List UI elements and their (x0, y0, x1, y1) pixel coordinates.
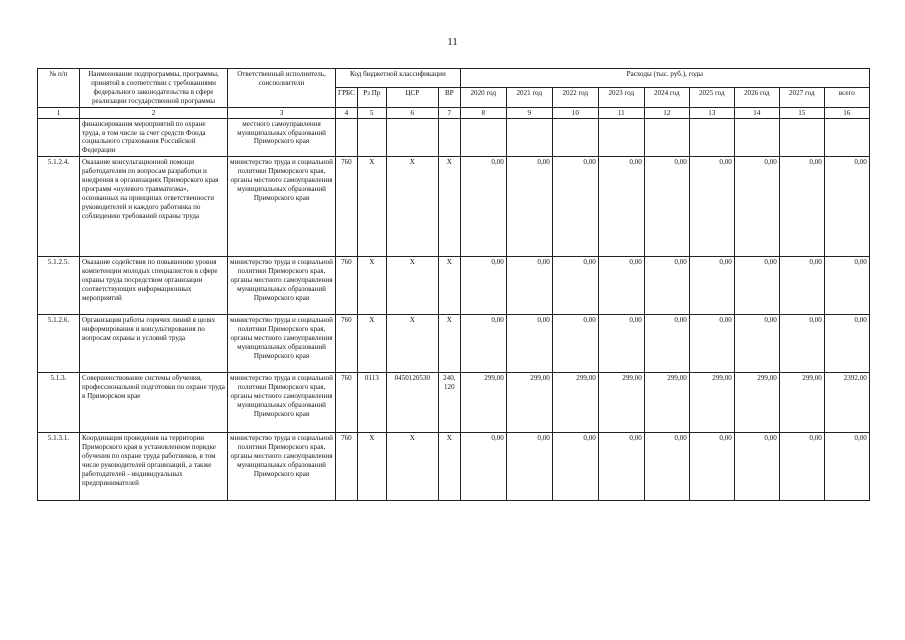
year-value: 299,00 (779, 373, 824, 433)
year-value (779, 118, 824, 157)
rzpr-code: 0113 (357, 373, 386, 433)
table-row (38, 315, 870, 373)
page-number: 11 (447, 36, 458, 48)
year-value: 0,00 (552, 257, 598, 315)
year-value: 0,00 (460, 157, 506, 257)
header-total: всего (824, 88, 869, 107)
header-row-1 (38, 69, 870, 88)
header-executor: Ответственный исполнитель, соисполнители (228, 69, 336, 108)
year-value: 299,00 (552, 373, 598, 433)
year-value: 0,00 (644, 157, 689, 257)
year-value: 0,00 (552, 315, 598, 373)
year-value: 0,00 (779, 433, 824, 501)
year-value: 0,00 (689, 433, 734, 501)
executor: министерство труда и социальной политики Приморского края, органы местного самоуправления муниципальных образований Приморского края (228, 157, 336, 257)
grbs-code: 760 (336, 157, 358, 257)
column-number: 10 (552, 107, 598, 118)
row-number (38, 118, 80, 157)
header-csr: ЦСР (386, 88, 438, 107)
table-row (38, 257, 870, 315)
total-value (824, 118, 869, 157)
executor: министерство труда и социальной политики Приморского края, органы местного самоуправления муниципальных образований Приморского края (228, 257, 336, 315)
year-value (506, 118, 552, 157)
executor: министерство труда и социальной политики Приморского края, органы местного самоуправления муниципальных образований Приморского края (228, 373, 336, 433)
column-number: 2 (80, 107, 228, 118)
table-row (38, 373, 870, 433)
year-value: 0,00 (689, 315, 734, 373)
year-value: 299,00 (506, 373, 552, 433)
grbs-code: 760 (336, 315, 358, 373)
year-value: 299,00 (644, 373, 689, 433)
row-number: 5.1.2.5. (38, 257, 80, 315)
year-value: 0,00 (689, 157, 734, 257)
year-value: 0,00 (779, 315, 824, 373)
total-value: 0,00 (824, 257, 869, 315)
year-value: 0,00 (734, 257, 779, 315)
year-value (644, 118, 689, 157)
header-name: Наименование подпрограммы, программы, принятой в соответствии с требованиями федерального законодательства в сфере реализации государственной программы (80, 69, 228, 108)
total-value: 2392,00 (824, 373, 869, 433)
year-value (460, 118, 506, 157)
table-row (38, 118, 870, 157)
year-value: 0,00 (598, 157, 644, 257)
year-value: 0,00 (506, 257, 552, 315)
year-value: 0,00 (460, 257, 506, 315)
year-value (689, 118, 734, 157)
column-number-row (38, 107, 870, 118)
column-number: 13 (689, 107, 734, 118)
table-row (38, 157, 870, 257)
year-value: 0,00 (460, 315, 506, 373)
measure-name: Совершенствование системы обучения, профессиональной подготовки по охране труда в Приморском крае (80, 373, 228, 433)
year-value (734, 118, 779, 157)
header-grbs: ГРБС (336, 88, 358, 107)
rzpr-code: Х (357, 315, 386, 373)
year-value: 0,00 (552, 157, 598, 257)
csr-code: Х (386, 433, 438, 501)
header-year: 2020 год (460, 88, 506, 107)
column-number: 1 (38, 107, 80, 118)
year-value: 0,00 (598, 257, 644, 315)
year-value: 299,00 (598, 373, 644, 433)
column-number: 5 (357, 107, 386, 118)
grbs-code (336, 118, 358, 157)
row-number: 5.1.3.1. (38, 433, 80, 501)
year-value: 0,00 (644, 315, 689, 373)
column-number: 16 (824, 107, 869, 118)
grbs-code: 760 (336, 433, 358, 501)
header-year: 2024 год (644, 88, 689, 107)
year-value: 0,00 (506, 433, 552, 501)
column-number: 12 (644, 107, 689, 118)
grbs-code: 760 (336, 373, 358, 433)
vr-code: Х (438, 315, 460, 373)
column-number: 4 (336, 107, 358, 118)
csr-code: Х (386, 157, 438, 257)
year-value (598, 118, 644, 157)
header-expenses: Расходы (тыс. руб.), годы (460, 69, 869, 88)
vr-code: Х (438, 157, 460, 257)
rzpr-code (357, 118, 386, 157)
csr-code: 0450120530 (386, 373, 438, 433)
year-value: 299,00 (734, 373, 779, 433)
csr-code (386, 118, 438, 157)
header-year: 2025 год (689, 88, 734, 107)
header-vr: ВР (438, 88, 460, 107)
rzpr-code: Х (357, 257, 386, 315)
vr-code (438, 118, 460, 157)
year-value: 0,00 (460, 433, 506, 501)
header-year: 2023 год (598, 88, 644, 107)
column-number: 15 (779, 107, 824, 118)
column-number: 3 (228, 107, 336, 118)
vr-code: 240, 120 (438, 373, 460, 433)
year-value: 0,00 (734, 157, 779, 257)
year-value: 0,00 (506, 157, 552, 257)
header-budget-code: Код бюджетной классификации (336, 69, 461, 88)
executor: министерство труда и социальной политики Приморского края, органы местного самоуправления муниципальных образований Приморского края (228, 315, 336, 373)
column-number: 7 (438, 107, 460, 118)
column-number: 8 (460, 107, 506, 118)
rzpr-code: Х (357, 157, 386, 257)
year-value: 0,00 (779, 257, 824, 315)
year-value: 0,00 (598, 315, 644, 373)
year-value: 0,00 (734, 433, 779, 501)
year-value: 0,00 (734, 315, 779, 373)
vr-code: Х (438, 257, 460, 315)
table-row (38, 433, 870, 501)
year-value: 0,00 (644, 257, 689, 315)
header-num: № п/п (38, 69, 80, 108)
column-number: 9 (506, 107, 552, 118)
measure-name: финансирования мероприятий по охране труда, в том числе за счет средств Фонда социального страхования Российской Федерации (80, 118, 228, 157)
total-value: 0,00 (824, 315, 869, 373)
row-number: 5.1.2.4. (38, 157, 80, 257)
year-value: 0,00 (552, 433, 598, 501)
year-value (552, 118, 598, 157)
csr-code: Х (386, 315, 438, 373)
total-value: 0,00 (824, 433, 869, 501)
header-year: 2022 год (552, 88, 598, 107)
column-number: 14 (734, 107, 779, 118)
grbs-code: 760 (336, 257, 358, 315)
year-value: 0,00 (644, 433, 689, 501)
column-number: 11 (598, 107, 644, 118)
total-value: 0,00 (824, 157, 869, 257)
row-number: 5.1.2.6. (38, 315, 80, 373)
year-value: 0,00 (779, 157, 824, 257)
header-year: 2027 год (779, 88, 824, 107)
measure-name: Организация работы горячих линий в целях информирования и консультирования по вопросам охраны и условий труда (80, 315, 228, 373)
measure-name: Оказание консультационной помощи работодателям по вопросам разработки и внедрения в организациях Приморского края программ «нулевого травматизма», основанных на принципах ответственности руководителей и каждого работника по соблюдению требований охраны труда (80, 157, 228, 257)
budget-table (37, 68, 870, 501)
year-value: 0,00 (598, 433, 644, 501)
executor: министерство труда и социальной политики Приморского края, органы местного самоуправления муниципальных образований Приморского края (228, 433, 336, 501)
csr-code: Х (386, 257, 438, 315)
measure-name: Координация проведения на территории Приморского края в установленном порядке обучения по охране труда работников, в том числе руководителей организаций, а также работодателей - индивидуальных предпринимателей (80, 433, 228, 501)
executor: местного самоуправления муниципальных образований Приморского края (228, 118, 336, 157)
header-year: 2026 год (734, 88, 779, 107)
rzpr-code: Х (357, 433, 386, 501)
header-rzpr: Рз Пр (357, 88, 386, 107)
year-value: 0,00 (689, 257, 734, 315)
header-year: 2021 год (506, 88, 552, 107)
vr-code: Х (438, 433, 460, 501)
row-number: 5.1.3. (38, 373, 80, 433)
year-value: 299,00 (460, 373, 506, 433)
year-value: 0,00 (506, 315, 552, 373)
year-value: 299,00 (689, 373, 734, 433)
measure-name: Оказание содействия по повышению уровня компетенции молодых специалистов в сфере охраны труда посредством организации соответствующих информационных мероприятий (80, 257, 228, 315)
column-number: 6 (386, 107, 438, 118)
